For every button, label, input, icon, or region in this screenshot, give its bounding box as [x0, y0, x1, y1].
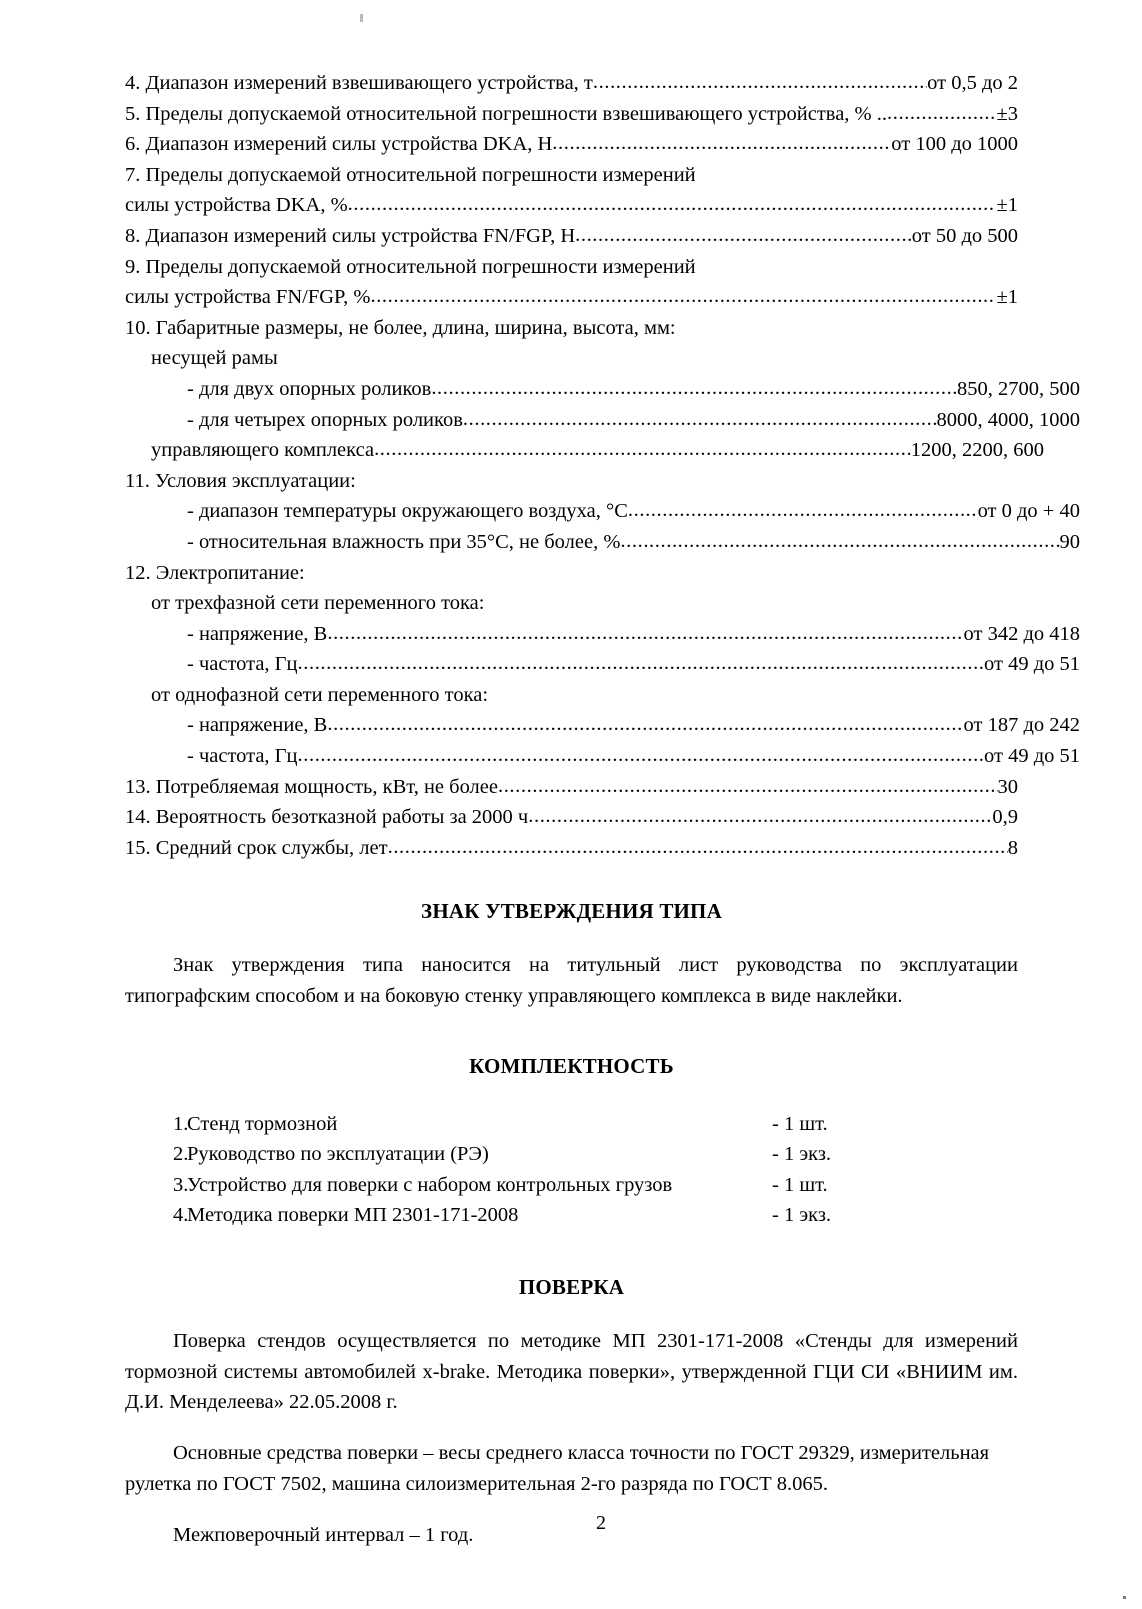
spec-value: 850, 2700, 500 [957, 377, 1080, 400]
spec-value: от 0 до + 40 [977, 500, 1080, 523]
paragraph-type-approval: Знак утверждения типа наносится на титульный лист руководства по эксплуатации типографским способом и на боковую стенку управляющего комплекса в виде наклейки. [125, 954, 1018, 1008]
completeness-index: 4. [173, 1204, 189, 1227]
completeness-item-name: Устройство для поверки с набором контрольных грузов [187, 1173, 673, 1196]
spec-label: - частота, Гц [187, 653, 298, 676]
completeness-row [125, 1170, 1018, 1201]
spec-value: ±1 [996, 286, 1018, 309]
spec-label: 13. Потребляемая мощность, кВт, не более [125, 775, 498, 798]
spec-value: от 187 до 242 [963, 714, 1080, 737]
dot-leader [348, 189, 997, 220]
spec-line: 9. Пределы допускаемой относительной погрешности измерений [125, 255, 696, 278]
completeness-index: 3. [173, 1173, 189, 1196]
completeness-item-name: Методика поверки МП 2301-171-2008 [187, 1204, 519, 1227]
spec-row [125, 802, 1018, 833]
dot-leader [620, 526, 1059, 557]
dot-leader [628, 495, 978, 526]
page-number: 2 [596, 1512, 606, 1534]
completeness-item-name: Руководство по эксплуатации (РЭ) [187, 1143, 489, 1166]
specification-list [125, 68, 1080, 863]
spec-value: от 100 до 1000 [891, 133, 1018, 156]
dot-leader [575, 220, 912, 251]
spec-row [125, 833, 1018, 864]
spec-row [125, 190, 1018, 221]
spec-label: силы устройства DKA, % [125, 194, 348, 217]
spec-value: от 50 до 500 [911, 224, 1018, 247]
dot-leader [374, 434, 911, 465]
spec-value: 1200, 2200, 600 [910, 439, 1044, 462]
page-content [125, 68, 1080, 1571]
completeness-item-name: Стенд тормозной [187, 1112, 338, 1135]
spec-line: несущей рамы [151, 347, 278, 370]
spec-value: от 49 до 51 [984, 745, 1080, 768]
spec-label: - частота, Гц [187, 745, 298, 768]
spec-label: 4. Диапазон измерений взвешивающего устройства, т [125, 72, 593, 94]
spec-label: - относительная влажность при 35°С, не более, % [187, 530, 621, 553]
spec-line: 11. Условия эксплуатации: [125, 469, 356, 492]
spec-row [125, 221, 1018, 252]
completeness-item-qty: - 1 шт. [772, 1112, 828, 1135]
dot-leader [431, 373, 957, 404]
dot-leader [370, 281, 996, 312]
spec-label: - для двух опорных роликов [187, 377, 432, 400]
dot-leader [528, 801, 992, 832]
spec-label: 8. Диапазон измерений силы устройства FN/FGP, Н [125, 224, 576, 247]
spec-value: от 49 до 51 [984, 653, 1080, 676]
dot-leader [298, 740, 984, 771]
scan-artifact-corner [1123, 1596, 1126, 1599]
dot-leader [388, 832, 1008, 863]
spec-label: - для четырех опорных роликов [187, 408, 463, 431]
completeness-item-qty: - 1 шт. [772, 1173, 828, 1196]
spec-row [125, 741, 1080, 772]
spec-label: управляющего комплекса [151, 439, 375, 462]
dot-leader [887, 98, 996, 129]
spec-line: 12. Электропитание: [125, 561, 305, 584]
spec-row [125, 129, 1018, 160]
spec-row [125, 99, 1018, 130]
spec-line: от однофазной сети переменного тока: [151, 683, 489, 706]
spec-row [125, 435, 1044, 466]
spec-row [125, 282, 1018, 313]
dot-leader [327, 618, 963, 649]
dot-leader [327, 709, 963, 740]
spec-label: - напряжение, В [187, 714, 328, 737]
spec-value: 90 [1059, 530, 1080, 553]
spec-value: 30 [997, 775, 1018, 798]
paragraph-verification-2: Основные средства поверки – весы среднего класса точности по ГОСТ 29329, измерительная рулетка по ГОСТ 7502, машина силоизмерительная 2-го разряда по ГОСТ 8.065. [125, 1442, 990, 1495]
completeness-row [125, 1200, 1018, 1231]
spec-row [125, 710, 1080, 741]
heading-type-approval: ЗНАК УТВЕРЖДЕНИЯ ТИПА [421, 899, 722, 924]
spec-label: 5. Пределы допускаемой относительной погрешности взвешивающего устройства, % .. [125, 102, 888, 125]
spec-label: - диапазон температуры окружающего воздуха, °С [187, 500, 628, 523]
spec-label: 15. Средний срок службы, лет [125, 836, 388, 859]
spec-row [125, 496, 1080, 527]
dot-leader [552, 128, 891, 159]
spec-line: от трехфазной сети переменного тока: [151, 592, 485, 615]
spec-value: ±1 [996, 194, 1018, 217]
spec-value: от 0,5 до 2 [927, 72, 1018, 94]
spec-row [125, 68, 1018, 99]
paragraph-verification-3: Межповерочный интервал – 1 год. [173, 1523, 474, 1546]
dot-leader [298, 648, 984, 679]
spec-label: - напряжение, В [187, 622, 328, 645]
spec-row [125, 527, 1080, 558]
spec-row [125, 374, 1080, 405]
dot-leader [593, 67, 927, 98]
completeness-row [125, 1109, 1018, 1140]
spec-value: 8000, 4000, 1000 [936, 408, 1080, 431]
spec-label: силы устройства FN/FGP, % [125, 286, 371, 309]
spec-value: ±3 [996, 102, 1018, 125]
spec-line: 10. Габаритные размеры, не более, длина, ширина, высота, мм: [125, 316, 676, 339]
completeness-item-qty: - 1 экз. [772, 1204, 832, 1227]
spec-value: от 342 до 418 [963, 622, 1080, 645]
heading-verification: ПОВЕРКА [518, 1275, 625, 1299]
spec-row [125, 619, 1080, 650]
spec-line: 7. Пределы допускаемой относительной погрешности измерений [125, 163, 696, 186]
spec-row [125, 772, 1018, 803]
completeness-list [125, 1109, 1018, 1231]
completeness-row [125, 1139, 1018, 1170]
spec-label: 6. Диапазон измерений силы устройства DKA, Н [125, 133, 553, 156]
heading-completeness: КОМПЛЕКТНОСТЬ [469, 1053, 674, 1078]
paragraph-verification-1: Поверка стендов осуществляется по методике МП 2301-171-2008 «Стенды для измерений тормозной системы автомобилей x-brake. Методика поверки», утвержденной ГЦИ СИ «ВНИИМ им. Д.И. Менделеева» 22.05.2008 г. [125, 1330, 1018, 1414]
dot-leader [463, 404, 937, 435]
spec-value: 0,9 [992, 806, 1018, 829]
spec-row [125, 649, 1080, 680]
spec-row [125, 405, 1080, 436]
spec-value: 8 [1007, 836, 1018, 859]
completeness-index: 2. [173, 1143, 189, 1166]
completeness-index: 1. [173, 1112, 189, 1135]
scan-artifact-top [360, 14, 363, 22]
completeness-item-qty: - 1 экз. [772, 1143, 832, 1166]
spec-label: 14. Вероятность безотказной работы за 2000 ч [125, 806, 529, 829]
dot-leader [498, 771, 998, 802]
